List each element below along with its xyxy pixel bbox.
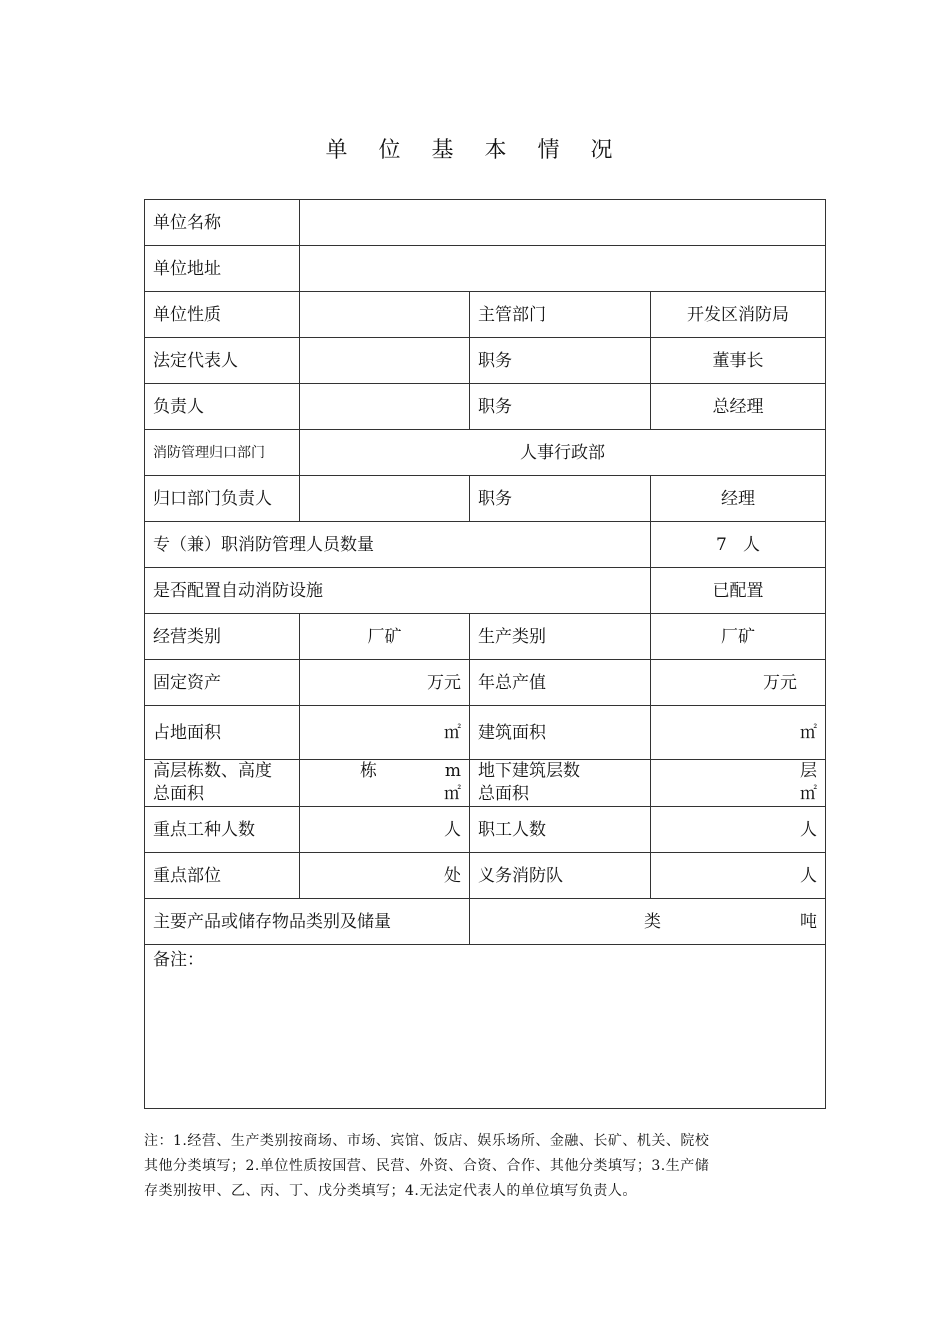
row-products (145, 899, 826, 945)
label-legal-rep: 法定代表人 (145, 338, 300, 384)
high-rise-label-line2: 总面积 (153, 784, 204, 804)
high-rise-unit-b: m (444, 761, 461, 781)
row-fire-dept (145, 430, 826, 476)
field-production-type[interactable]: 厂矿 (651, 614, 826, 660)
field-volunteer-team[interactable]: 人 (651, 853, 826, 899)
fire-staff-unit: 人 (743, 534, 761, 555)
field-fire-staff[interactable] (651, 522, 826, 568)
label-unit-address: 单位地址 (145, 246, 300, 292)
row-dept-head (145, 476, 826, 522)
row-unit-name (145, 200, 826, 246)
label-person-in-charge: 负责人 (145, 384, 300, 430)
label-land-area: 占地面积 (145, 706, 300, 760)
field-remark[interactable] (145, 945, 826, 1109)
footnote-line: 注：1.经营、生产类别按商场、市场、宾馆、饭店、娱乐场所、金融、长矿、机关、院校 (144, 1133, 710, 1149)
label-underground (470, 760, 651, 807)
label-volunteer-team: 义务消防队 (470, 853, 651, 899)
label-building-area: 建筑面积 (470, 706, 651, 760)
field-unit-address[interactable] (300, 246, 826, 292)
label-fire-dept: 消防管理归口部门 (145, 430, 300, 476)
field-unit-nature[interactable] (300, 292, 470, 338)
row-legal-rep (145, 338, 826, 384)
label-products: 主要产品或储存物品类别及储量 (145, 899, 470, 945)
label-person-in-charge-title: 职务 (470, 384, 651, 430)
page-title: 单 位 基 本 情 况 (325, 138, 625, 163)
field-key-parts[interactable]: 处 (300, 853, 470, 899)
label-unit-nature: 单位性质 (145, 292, 300, 338)
label-dept-head: 归口部门负责人 (145, 476, 300, 522)
label-fire-staff: 专（兼）职消防管理人员数量 (145, 522, 651, 568)
row-auto-fire (145, 568, 826, 614)
underground-unit-a: 层 (800, 761, 818, 781)
row-unit-nature (145, 292, 826, 338)
label-dept-head-title: 职务 (470, 476, 651, 522)
label-annual-output: 年总产值 (470, 660, 651, 706)
field-person-in-charge-title[interactable]: 总经理 (651, 384, 826, 430)
field-key-workers[interactable]: 人 (300, 807, 470, 853)
label-supervising-dept: 主管部门 (470, 292, 651, 338)
label-key-workers: 重点工种人数 (145, 807, 300, 853)
label-production-type: 生产类别 (470, 614, 651, 660)
row-high-rise (145, 760, 826, 807)
label-high-rise (145, 760, 300, 807)
label-fixed-assets: 固定资产 (145, 660, 300, 706)
label-legal-rep-title: 职务 (470, 338, 651, 384)
row-land-area (145, 706, 826, 760)
label-unit-name: 单位名称 (145, 200, 300, 246)
row-fire-staff (145, 522, 826, 568)
row-person-in-charge (145, 384, 826, 430)
field-dept-head[interactable] (300, 476, 470, 522)
high-rise-label-line1: 高层栋数、高度 (153, 761, 272, 781)
high-rise-unit-a: 栋 (360, 761, 377, 781)
row-remark (145, 945, 826, 1109)
products-unit-a: 类 (644, 911, 661, 932)
field-fixed-assets[interactable]: 万元 (300, 660, 470, 706)
field-annual-output[interactable]: 万元 (651, 660, 826, 706)
products-unit-b: 吨 (800, 911, 818, 932)
fire-staff-count: 7 (715, 534, 727, 555)
label-auto-fire: 是否配置自动消防设施 (145, 568, 651, 614)
label-staff-count: 职工人数 (470, 807, 651, 853)
field-auto-fire[interactable]: 已配置 (651, 568, 826, 614)
field-legal-rep-title[interactable]: 董事长 (651, 338, 826, 384)
field-legal-rep[interactable] (300, 338, 470, 384)
underground-unit-b: ㎡ (800, 784, 818, 804)
field-supervising-dept[interactable]: 开发区消防局 (651, 292, 826, 338)
footnotes (144, 1129, 834, 1204)
field-person-in-charge[interactable] (300, 384, 470, 430)
unit-info-form (144, 199, 826, 1109)
label-key-parts: 重点部位 (145, 853, 300, 899)
field-business-type[interactable]: 厂矿 (300, 614, 470, 660)
row-business-type (145, 614, 826, 660)
row-key-parts (145, 853, 826, 899)
field-products[interactable] (470, 899, 826, 945)
field-staff-count[interactable]: 人 (651, 807, 826, 853)
high-rise-unit-c: ㎡ (444, 784, 461, 804)
underground-label-line2: 总面积 (478, 784, 529, 804)
underground-label-line1: 地下建筑层数 (478, 761, 580, 781)
field-unit-name[interactable] (300, 200, 826, 246)
field-underground[interactable] (651, 760, 826, 807)
row-key-workers (145, 807, 826, 853)
label-remark: 备注： (153, 950, 204, 970)
field-land-area[interactable]: ㎡ (300, 706, 470, 760)
field-high-rise[interactable] (300, 760, 470, 807)
footnote-line: 其他分类填写；2.单位性质按国营、民营、外资、合资、合作、其他分类填写；3.生产储 (144, 1158, 710, 1174)
field-fire-dept[interactable]: 人事行政部 (300, 430, 826, 476)
label-business-type: 经营类别 (145, 614, 300, 660)
field-building-area[interactable]: ㎡ (651, 706, 826, 760)
row-fixed-assets (145, 660, 826, 706)
footnote-line: 存类别按甲、乙、丙、丁、戊分类填写；4.无法定代表人的单位填写负责人。 (144, 1183, 637, 1199)
field-dept-head-title[interactable]: 经理 (651, 476, 826, 522)
row-unit-address (145, 246, 826, 292)
